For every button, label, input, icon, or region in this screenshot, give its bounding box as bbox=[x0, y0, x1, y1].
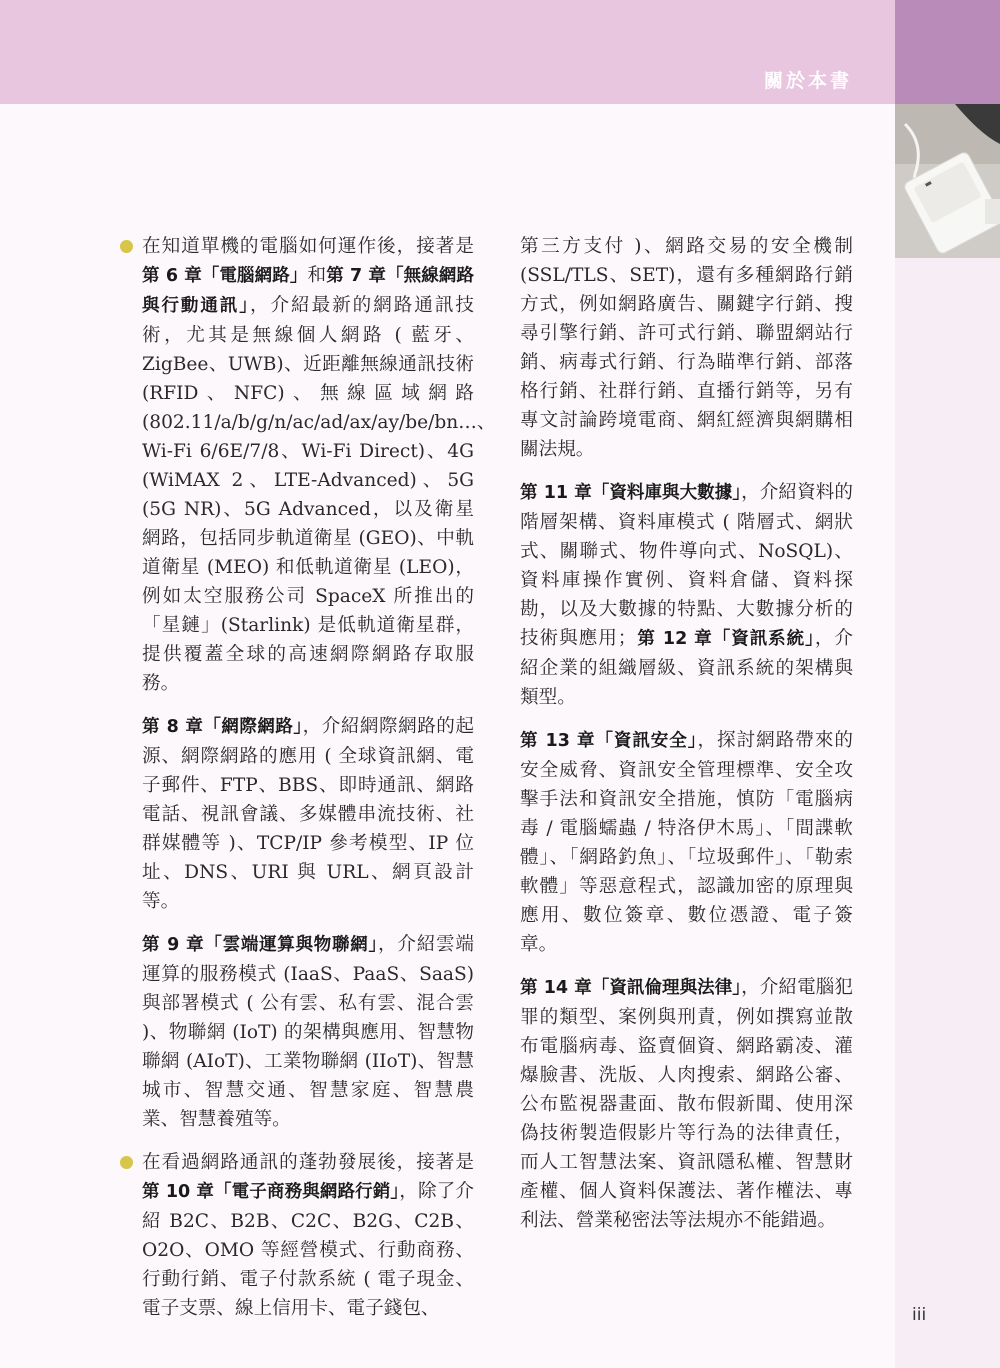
header-tab bbox=[895, 0, 1000, 104]
paragraph-chapter-13 bbox=[520, 726, 853, 959]
paragraph-text: ，探討網路帶來的安全威脅、資訊安全管理標準、安全攻擊手法和資訊安全措施，慎防「電腦病毒 / 電腦蠕蟲 / 特洛伊木馬」、「間諜軟體」、「網路釣魚」、「垃圾郵件」、「勒索軟體」等惡意程式，認識加密的原理與應用、數位簽章、數位憑證、電子簽章。 bbox=[520, 730, 853, 955]
section-title: 關於本書 bbox=[763, 70, 852, 92]
paragraph-chapter-9 bbox=[142, 930, 474, 1134]
paragraph-text: 在看過網路通訊的蓬勃發展後，接著是 bbox=[142, 1152, 474, 1173]
paragraph-chapter-8 bbox=[142, 712, 474, 916]
chapter-heading: 第 12 章「資訊系統」 bbox=[636, 629, 815, 649]
paragraph-chapter-14 bbox=[520, 973, 853, 1235]
chapter-heading: 第 7 章「無線網路與行動通訊」 bbox=[142, 266, 474, 316]
paragraph-chapter-10-continued bbox=[520, 232, 853, 464]
chapter-heading: 第 10 章「電子商務與網路行銷」 bbox=[142, 1182, 400, 1202]
right-column bbox=[520, 232, 853, 1249]
paragraph-text: ，介紹最新的網路通訊技術，尤其是無線個人網路 ( 藍牙、ZigBee、UWB)、近距離無線通訊技術 (RFID、NFC)、無線區域網路 (802.11/a/b/g/n/ac/ad/ax/ay/be/bn…、Wi-Fi 6/6E/7/8、Wi-Fi Direct)、4G (WiMAX 2、LTE-Advanced)、5G (5G NR)、5G Advanced，以及衛星網路，包括同步軌道衛星 (GEO)、中軌道衛星 (MEO) 和低軌道衛星 (LEO)，例如太空服務公司 SpaceX 所推出的「星鏈」(Starlink) 是低軌道衛星群，提供覆蓋全球的高速網際網路存取服務。 bbox=[142, 295, 496, 694]
side-margin-strip bbox=[895, 258, 1000, 1368]
laptop-photo-illustration bbox=[895, 104, 1000, 258]
chapter-heading: 第 11 章「資料庫與大數據」 bbox=[520, 483, 742, 503]
page-number: iii bbox=[912, 1305, 927, 1325]
paragraph-chapters-6-7 bbox=[142, 232, 496, 698]
laptop-photo bbox=[895, 104, 1000, 258]
paragraph-text: ，介紹電腦犯罪的類型、案例與刑責，例如撰寫並散布電腦病毒、盜賣個資、網路霸凌、灌爆臉書、洗版、人肉搜索、網路公審、公布監視器畫面、散布假新聞、使用深偽技術製造假影片等行為的法律責任，而人工智慧法案、資訊隱私權、智慧財產權、個人資料保護法、著作權法、專利法、營業秘密法等法規亦不能錯過。 bbox=[520, 977, 853, 1231]
left-column bbox=[142, 232, 496, 1337]
bullet-icon bbox=[120, 240, 133, 253]
chapter-heading: 第 6 章「電腦網路」 bbox=[142, 266, 308, 286]
chapter-heading: 第 9 章「雲端運算與物聯網」 bbox=[142, 935, 379, 955]
paragraph-text: ，介紹企業的組織層級、資訊系統的架構與類型。 bbox=[520, 628, 853, 708]
header-band bbox=[0, 0, 895, 104]
paragraph-chapters-11-12 bbox=[520, 478, 853, 712]
chapter-heading: 第 8 章「網際網路」 bbox=[142, 717, 303, 737]
chapter-heading: 第 14 章「資訊倫理與法律」 bbox=[520, 978, 742, 998]
paragraph-text: ，介紹雲端運算的服務模式 (IaaS、PaaS、SaaS) 與部署模式 ( 公有雲、私有雲、混合雲 )、物聯網 (IoT) 的架構與應用、智慧物聯網 (AIoT)、工業物聯網 (IIoT)、智慧城市、智慧交通、智慧家庭、智慧農業、智慧養殖等。 bbox=[142, 934, 474, 1130]
paragraph-text: 第三方支付 )、網路交易的安全機制 (SSL/TLS、SET)，還有多種網路行銷方式，例如網路廣告、關鍵字行銷、搜尋引擎行銷、許可式行銷、聯盟網站行銷、病毒式行銷、行為瞄準行銷、部落格行銷、社群行銷、直播行銷等，另有專文討論跨境電商、網紅經濟與網購相關法規。 bbox=[520, 236, 853, 460]
paragraph-chapter-10 bbox=[142, 1148, 474, 1323]
paragraph-text: ，介紹網際網路的起源、網際網路的應用 ( 全球資訊網、電子郵件、FTP、BBS、即時通訊、網路電話、視訊會議、多媒體串流技術、社群媒體等 )、TCP/IP 參考模型、IP 位址、DNS、URI 與 URL、網頁設計等。 bbox=[142, 716, 474, 912]
paragraph-text: 在知道單機的電腦如何運作後，接著是 bbox=[142, 236, 474, 257]
chapter-heading: 第 13 章「資訊安全」 bbox=[520, 731, 698, 751]
paragraph-text: ，除了介紹 B2C、B2B、C2C、B2G、C2B、O2O、OMO 等經營模式、行動商務、行動行銷、電子付款系統 ( 電子現金、電子支票、線上信用卡、電子錢包、 bbox=[142, 1181, 474, 1319]
paragraph-text: ，介紹資料的階層架構、資料庫模式 ( 階層式、網狀式、關聯式、物件導向式、NoSQL)、資料庫操作實例、資料倉儲、資料探勘，以及大數據的特點、大數據分析的技術與應用； bbox=[520, 482, 853, 649]
paragraph-text: 和 bbox=[307, 265, 327, 286]
bullet-icon bbox=[120, 1156, 133, 1169]
